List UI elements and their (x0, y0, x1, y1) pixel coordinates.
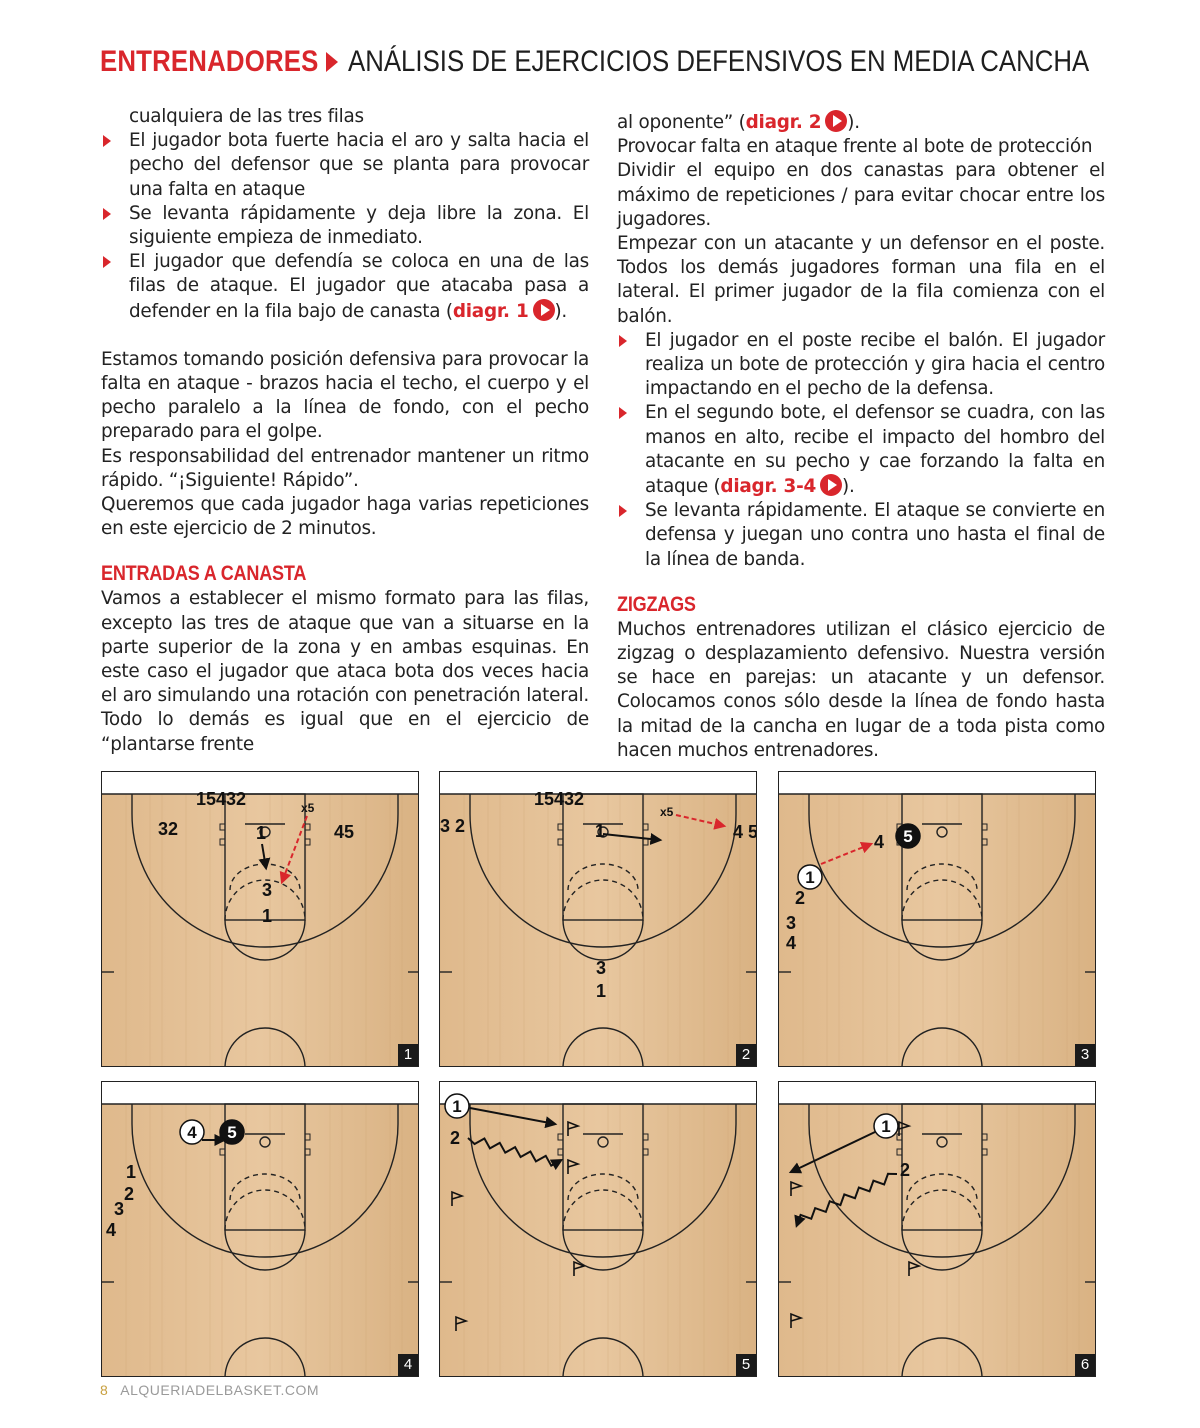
player-label: 4 (786, 933, 797, 953)
player-label: 5 (227, 1123, 237, 1142)
bullet-icon (619, 505, 627, 517)
bullet-icon (103, 208, 111, 220)
play-icon[interactable] (820, 474, 842, 496)
player-label: 4 (106, 1220, 117, 1240)
list-item: Se levanta rápidamente. El ataque se convierte en defensa y juegan uno contra uno hasta el final de la línea de banda. (617, 499, 1105, 572)
list-item: El jugador bota fuerte hacia el aro y salta hacia el pecho del defensor que se planta para provocar una falta en ataque (101, 129, 589, 202)
player-label: 15432 (196, 789, 247, 809)
list-item: En el segundo bote, el defensor se cuadra, con las manos en alto, recibe el impacto del hombro del atacante en su pecho y cae forzando la falta en ataque (diagr. 3-4 ). (617, 401, 1105, 499)
diagram-3 (778, 771, 1096, 1067)
player-label: 1 (595, 821, 606, 841)
player-label: 2 (900, 1160, 911, 1180)
page-header (100, 42, 1200, 82)
diagram-2 (439, 771, 757, 1067)
diagram-number: 3 (1075, 1044, 1095, 1066)
player-label: 1 (256, 823, 267, 843)
player-label: 3 (262, 880, 273, 900)
player-label: 1 (126, 1162, 137, 1182)
page-title: ANÁLISIS DE EJERCICIOS DEFENSIVOS EN MEDIA CANCHA (348, 45, 1090, 78)
diagram-number: 6 (1075, 1354, 1095, 1376)
play-icon[interactable] (533, 299, 555, 321)
right-column (617, 110, 1105, 763)
court-svg (440, 772, 757, 1067)
diagram-3-4-link[interactable]: diagr. 3-4 (720, 476, 817, 498)
section-label: ENTRENADORES (100, 45, 319, 78)
diagram-number: 2 (736, 1044, 756, 1066)
player-label: 1 (881, 1117, 891, 1136)
site-name: ALQUERIADELBASKET.COM (120, 1382, 320, 1398)
paragraph: Empezar con un atacante y un defensor en el poste. Todos los demás jugadores forman una fila en el lateral. El primer jugador de la fila comienza con el balón. (617, 233, 1105, 327)
player-label: 2 (450, 1128, 461, 1148)
player-label: 1 (262, 906, 273, 926)
list-item: El jugador que defendía se coloca en una de las filas de ataque. El jugador que atacaba pasa a defender en la fila bajo de canasta (diagr. 1 ). (101, 250, 589, 324)
paragraph: Queremos que cada jugador haga varias repeticiones en este ejercicio de 2 minutos. (101, 494, 589, 540)
play-icon[interactable] (825, 110, 847, 132)
player-label: 4 (187, 1123, 197, 1142)
player-label: 3 (114, 1199, 125, 1219)
player-label: 3 (786, 913, 797, 933)
diagram-4 (101, 1081, 419, 1377)
paragraph: Provocar falta en ataque frente al bote de protección (617, 136, 1093, 158)
page-number: 8 (100, 1382, 109, 1398)
player-label: 3 2 (440, 816, 466, 836)
player-label: 4 5 (733, 822, 758, 842)
player-label: 15432 (534, 789, 585, 809)
paragraph: Vamos a establecer el mismo formato para las filas, excepto las tres de ataque que van a situarse en la parte superior de la zona y en ambas esquinas. En este caso el jugador que ataca bota dos veces hacia el aro simulando una rotación con penetración lateral. Todo lo demás es igual que en el ejercicio de “plantarse frente (101, 588, 589, 755)
list-item: Se levanta rápidamente y deja libre la zona. El siguiente empieza de inmediato. (101, 202, 589, 250)
diagram-number: 5 (736, 1354, 756, 1376)
page-footer (100, 1382, 319, 1398)
player-label: 4 (874, 832, 885, 852)
paragraph: Estamos tomando posición defensiva para provocar la falta en ataque - brazos hacia el techo, el cuerpo y el pecho paralelo a la línea de fondo, con el pecho preparado para el golpe. (101, 348, 589, 443)
diagram-5 (439, 1081, 757, 1377)
diagram-number: 1 (398, 1044, 418, 1066)
bullet-icon (619, 335, 627, 347)
diagram-1 (101, 771, 419, 1067)
paragraph: Es responsabilidad del entrenador mantener un ritmo rápido. “¡Siguiente! Rápido”. (101, 445, 589, 491)
court-svg (779, 1082, 1096, 1377)
left-column (101, 105, 589, 757)
player-label: 45 (334, 822, 355, 842)
paragraph: Muchos entrenadores utilizan el clásico ejercicio de zigzag o desplazamiento defensivo. Nuestra versión se hace en parejas: un atacante y un defensor. Colocamos conos sólo desde la línea de fondo hasta la mitad de la cancha en lugar de a toda pista como hacen muchos entrenadores. (617, 618, 1105, 761)
header-arrow-icon (326, 52, 338, 72)
bullet-list (101, 129, 589, 324)
court-svg (102, 1082, 419, 1377)
player-label: 32 (158, 819, 179, 839)
section-heading: ENTRADAS A CANASTA (101, 562, 307, 586)
court-svg (102, 772, 419, 1067)
player-label: 2 (795, 888, 806, 908)
diagram-1-link[interactable]: diagr. 1 (452, 300, 529, 322)
continued-text: cualquiera de las tres filas (129, 106, 364, 127)
player-label: 2 (124, 1184, 135, 1204)
section-heading: ZIGZAGS (617, 592, 696, 616)
diagram-number: 4 (398, 1354, 418, 1376)
bullet-icon (103, 256, 111, 268)
diagram-6 (778, 1081, 1096, 1377)
court-svg (440, 1082, 757, 1377)
bullet-icon (619, 407, 627, 419)
continued-text: al oponente” (diagr. 2 ). (617, 112, 860, 133)
player-label: 3 (596, 958, 607, 978)
defender-label: x5 (301, 801, 315, 815)
bullet-list (617, 329, 1105, 572)
player-label: 1 (452, 1097, 462, 1116)
diagram-2-link[interactable]: diagr. 2 (745, 112, 822, 133)
player-label: 1 (805, 868, 815, 887)
defender-label: x5 (660, 805, 674, 819)
bullet-icon (103, 135, 111, 147)
player-label: 1 (596, 981, 607, 1001)
list-item: El jugador en el poste recibe el balón. El jugador realiza un bote de protección y gira hacia el centro impactando en el pecho de la defensa. (617, 329, 1105, 402)
court-svg (779, 772, 1096, 1067)
player-label: 5 (903, 827, 913, 846)
paragraph: Dividir el equipo en dos canastas para obtener el máximo de repeticiones / para evitar chocar entre los jugadores. (617, 160, 1105, 230)
